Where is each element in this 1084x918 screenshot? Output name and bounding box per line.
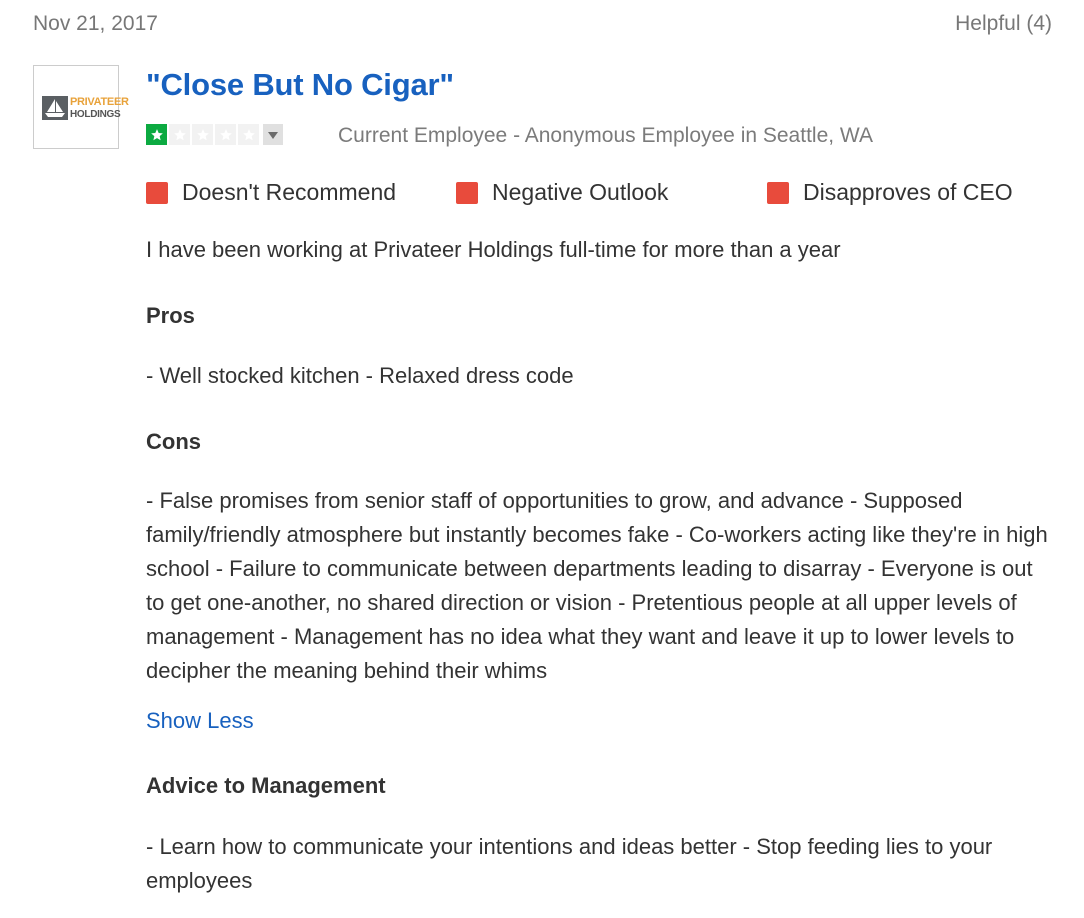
badge-label: Disapproves of CEO — [803, 179, 1013, 205]
badge-label: Negative Outlook — [492, 179, 669, 205]
red-square-icon — [767, 182, 789, 204]
cons-text: - False promises from senior staff of opportunities to grow, and advance - Supposed family/friendly atmosphere but instantly becomes fake - Co-workers acting like they're in high school - Failure to communicate between departments leading to disarray - Everyone is out to get one-another, no shared direction or vision - Pretentious people at all upper levels of management - Management has no idea what they want and leave it up to lower levels to decipher the meaning behind their whims — [146, 488, 1048, 683]
logo-text-line2: HOLDINGS — [70, 109, 121, 120]
pros-text: - Well stocked kitchen - Relaxed dress code — [146, 363, 574, 388]
red-square-icon — [456, 182, 478, 204]
star-icon — [169, 124, 190, 145]
review-title[interactable]: "Close But No Cigar" — [146, 67, 454, 102]
review-badges — [146, 179, 1084, 207]
star-icon — [238, 124, 259, 145]
review-date: Nov 21, 2017 — [33, 12, 158, 35]
show-less-link[interactable]: Show Less — [146, 708, 254, 733]
chevron-down-icon[interactable] — [263, 124, 283, 145]
advice-text: - Learn how to communicate your intentions and ideas better - Stop feeding lies to your employees — [146, 834, 993, 893]
ship-icon — [42, 96, 68, 120]
badge-outlook — [456, 179, 668, 206]
star-icon — [146, 124, 167, 145]
star-icon — [192, 124, 213, 145]
employee-info: Current Employee - Anonymous Employee in Seattle, WA — [338, 124, 873, 147]
helpful-button[interactable]: Helpful (4) — [955, 12, 1052, 35]
logo-text-line1: PRIVATEER — [70, 96, 129, 108]
pros-heading: Pros — [146, 303, 195, 328]
badge-label: Doesn't Recommend — [182, 179, 397, 205]
advice-heading: Advice to Management — [146, 773, 386, 798]
cons-heading: Cons — [146, 429, 201, 454]
badge-recommend — [146, 179, 396, 206]
star-rating — [146, 124, 283, 146]
star-icon — [215, 124, 236, 145]
badge-ceo — [767, 179, 1013, 206]
company-logo[interactable] — [33, 65, 129, 149]
review-main-text: I have been working at Privateer Holdings full-time for more than a year — [146, 237, 841, 262]
red-square-icon — [146, 182, 168, 204]
